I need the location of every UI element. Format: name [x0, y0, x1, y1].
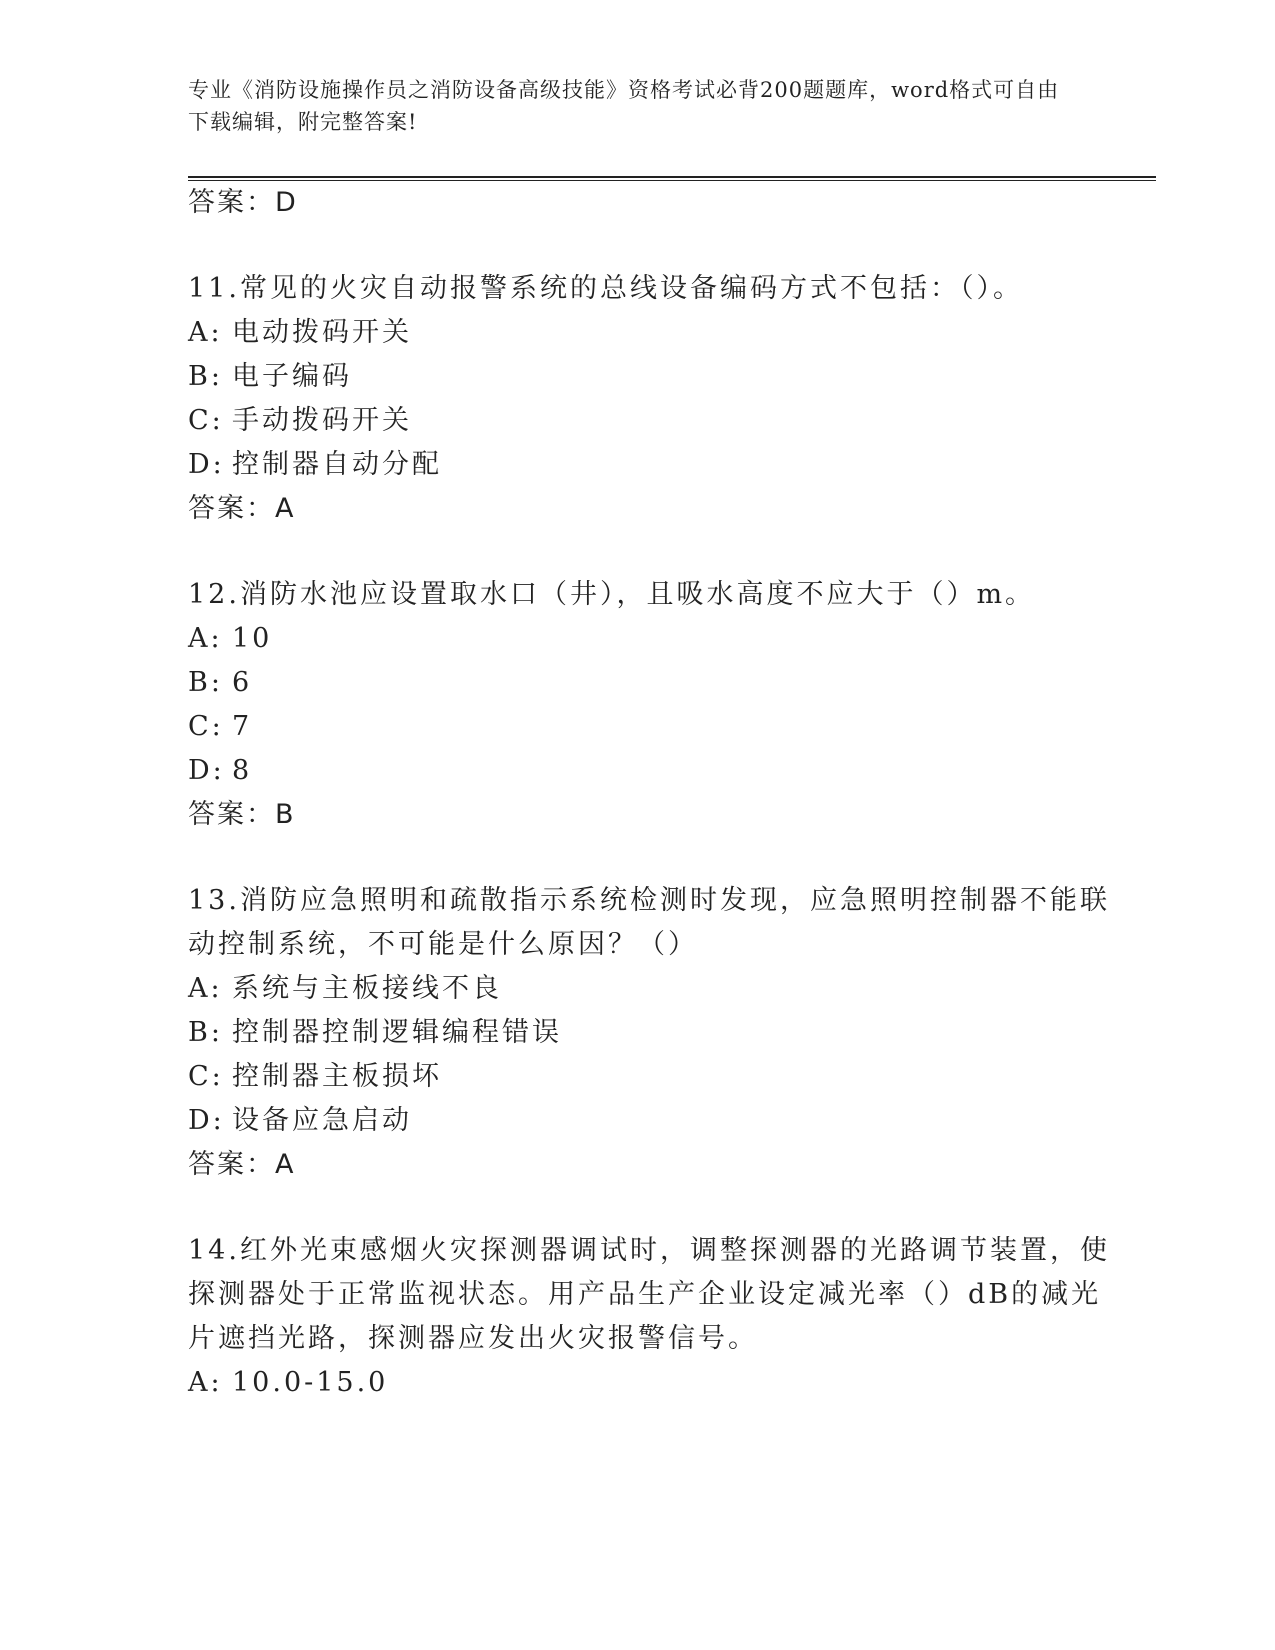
- option-text: 6: [232, 667, 253, 698]
- option-label: A:: [188, 317, 223, 348]
- option-text: 电子编码: [232, 361, 352, 392]
- option-label: A:: [188, 1367, 223, 1398]
- option-text: 10.0-15.0: [232, 1367, 389, 1398]
- question-13-option-b: [188, 1010, 562, 1055]
- question-11-option-b: [188, 354, 352, 399]
- option-text: 7: [232, 711, 253, 742]
- option-label: C:: [188, 1061, 224, 1092]
- option-text: 电动拨码开关: [232, 317, 412, 348]
- option-label: B:: [188, 667, 223, 698]
- option-text: 控制器主板损坏: [232, 1061, 442, 1092]
- option-text: 10: [232, 623, 273, 654]
- option-text: 控制器自动分配: [232, 449, 442, 480]
- option-label: A:: [188, 973, 223, 1004]
- question-14-option-a: [188, 1360, 388, 1405]
- question-11-stem: 11.常见的火灾自动报警系统的总线设备编码方式不包括：（）。: [188, 273, 1023, 304]
- question-13-option-d: [188, 1098, 412, 1143]
- option-label: A:: [188, 623, 223, 654]
- question-12-stem: 12.消防水池应设置取水口（井），且吸水高度不应大于（）m。: [188, 579, 1036, 610]
- question-11-option-c: [188, 398, 412, 443]
- option-label: D:: [188, 755, 225, 786]
- option-label: B:: [188, 361, 223, 392]
- question-13-answer: 答案：A: [188, 1149, 296, 1180]
- option-label: B:: [188, 1017, 223, 1048]
- option-text: 8: [232, 755, 253, 786]
- option-text: 手动拨码开关: [232, 405, 412, 436]
- question-12-option-b: [188, 660, 252, 705]
- question-11-option-d: [188, 442, 442, 487]
- header-divider: [188, 176, 1156, 181]
- question-14-stem-line-3: 片遮挡光路，探测器应发出火灾报警信号。: [188, 1323, 758, 1354]
- option-label: D:: [188, 449, 225, 480]
- question-11-option-a: [188, 310, 412, 355]
- question-13-option-c: [188, 1054, 442, 1099]
- option-label: C:: [188, 711, 224, 742]
- question-13-option-a: [188, 966, 502, 1011]
- question-13-stem-line-1: 13.消防应急照明和疏散指示系统检测时发现，应急照明控制器不能联: [188, 885, 1110, 916]
- question-12-option-a: [188, 616, 272, 661]
- option-text: 系统与主板接线不良: [232, 973, 502, 1004]
- option-label: D:: [188, 1105, 225, 1136]
- question-13-stem-line-2: 动控制系统，不可能是什么原因？（）: [188, 929, 698, 960]
- question-14-stem-line-2: 探测器处于正常监视状态。用产品生产企业设定减光率（）dB的减光: [188, 1279, 1102, 1310]
- question-12-option-d: [188, 748, 252, 793]
- option-text: 设备应急启动: [232, 1105, 412, 1136]
- question-12-option-c: [188, 704, 252, 749]
- question-14-stem-line-1: 14.红外光束感烟火灾探测器调试时，调整探测器的光路调节装置，使: [188, 1235, 1110, 1266]
- document-header: 专业《消防设施操作员之消防设备高级技能》资格考试必背200题题库，word格式可自由下载编辑，附完整答案!: [188, 78, 1060, 134]
- option-label: C:: [188, 405, 224, 436]
- question-12-answer: 答案：B: [188, 799, 296, 830]
- option-text: 控制器控制逻辑编程错误: [232, 1017, 562, 1048]
- answer-prev: 答案：D: [188, 187, 298, 218]
- question-11-answer: 答案：A: [188, 493, 296, 524]
